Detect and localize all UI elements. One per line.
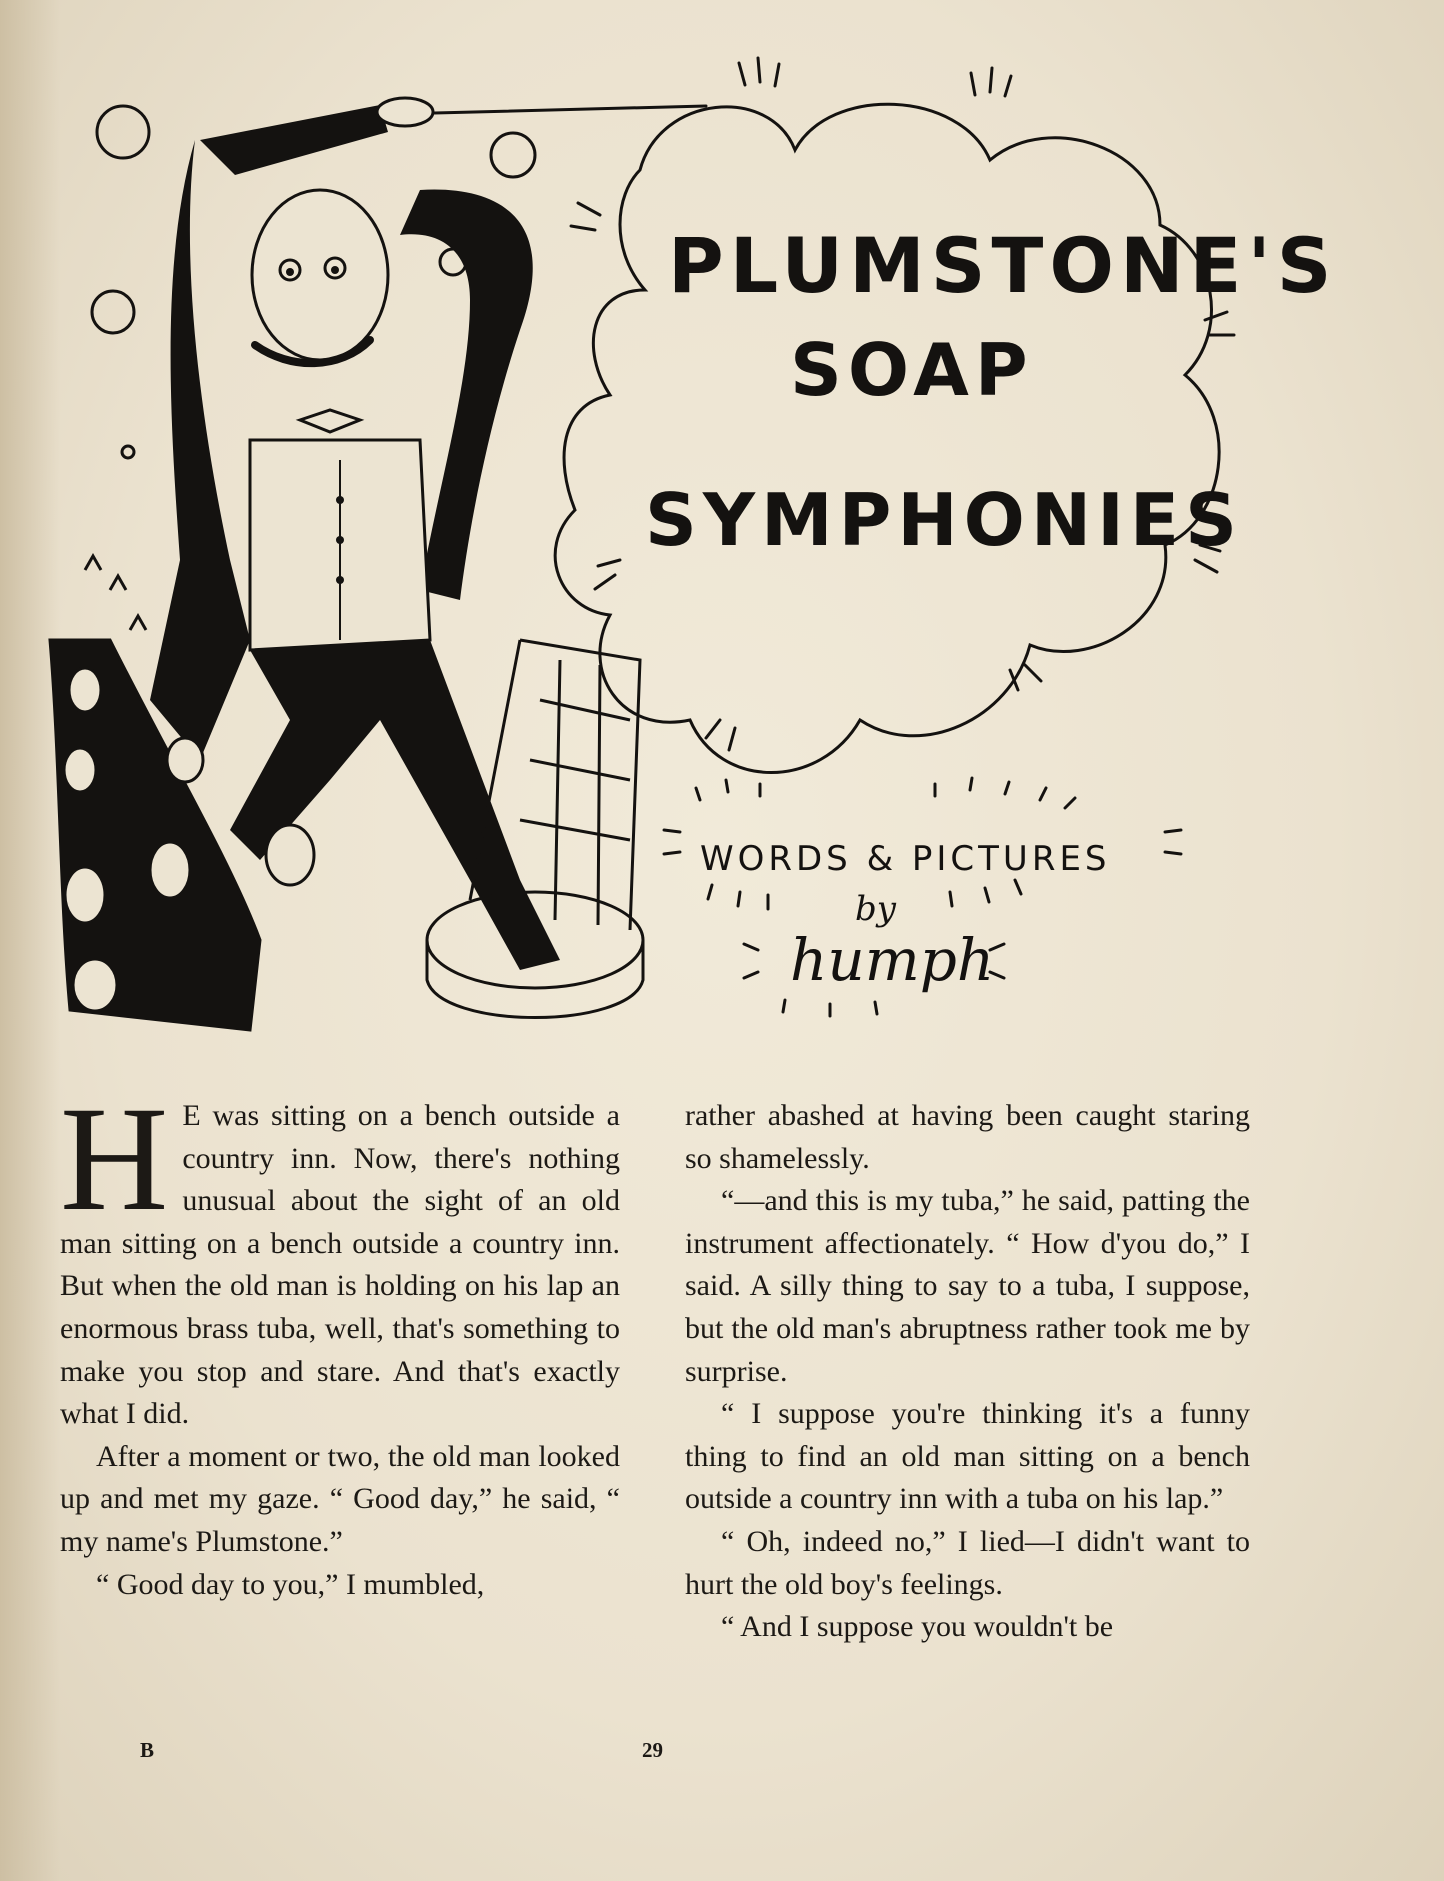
paragraph: After a moment or two, the old man looked up and met my gaze. “ Good day,” he said, “ my name's Plumstone.”: [60, 1439, 620, 1558]
article-column-left: [60, 1076, 620, 1606]
signature-mark: B: [140, 1738, 156, 1762]
paragraph: “ And I suppose you wouldn't be: [721, 1610, 1114, 1644]
paragraph: “—and this is my tuba,” he said, patting the instrument affectionately. “ How d'you do,” I said. A silly thing to say to a tuba, I suppose, but the old man's abruptness rather took me by surprise.: [685, 1184, 1250, 1388]
title-line-3: SYMPHONIES: [645, 478, 1243, 562]
title-line-2: SOAP: [790, 328, 1034, 412]
title-cloud: [555, 104, 1219, 772]
soap-bubble-icon: [122, 446, 134, 458]
drop-cap: H: [60, 1076, 169, 1242]
title-line-1: PLUMSTONE'S: [668, 221, 1338, 310]
article-column-right: [685, 1095, 1250, 1649]
paragraph: “ Oh, indeed no,” I lied—I didn't want to hurt the old boy's feelings.: [685, 1524, 1250, 1601]
page-number: 29: [642, 1738, 663, 1762]
paragraph: “ I suppose you're thinking it's a funny thing to find an old man sitting on a bench outside a country inn with a tuba on his lap.”: [685, 1397, 1250, 1516]
credit-author: humph: [790, 926, 995, 994]
soap-bubble-icon: [97, 106, 149, 158]
paragraph: “ Good day to you,” I mumbled,: [96, 1567, 485, 1601]
soap-bubble-icon: [92, 291, 134, 333]
soap-bubble-icon: [491, 133, 535, 177]
paragraph: rather abashed at having been caught staring so shamelessly.: [685, 1099, 1250, 1175]
credit-words-pictures: WORDS & PICTURES: [700, 839, 1111, 879]
paragraph: E was sitting on a bench outside a country inn. Now, there's nothing unusual about the sight of an old man sitting on a bench outside a country inn. But when the old man is holding on his lap an enormous brass tuba, well, that's something to make you stop and stare. And that's exactly what I did.: [60, 1099, 620, 1431]
credit-by: by: [855, 889, 896, 929]
